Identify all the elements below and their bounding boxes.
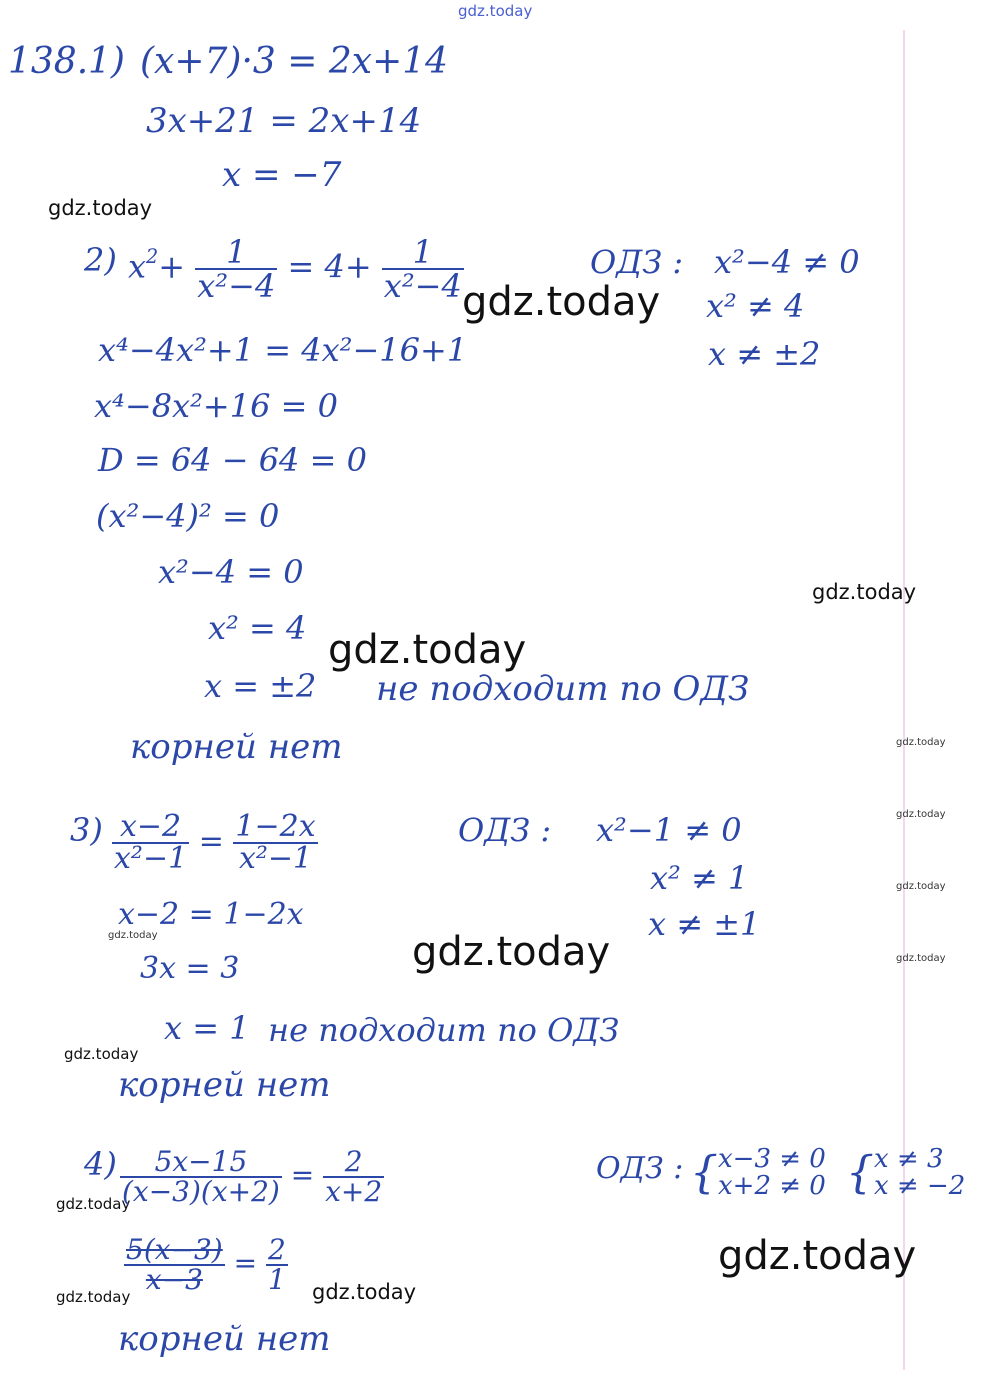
fraction-numerator: 1 bbox=[412, 233, 433, 271]
part3-equation bbox=[112, 809, 318, 876]
part4-equation bbox=[120, 1145, 384, 1208]
part3-fraction-left bbox=[112, 809, 189, 876]
watermark-top: gdz.today bbox=[458, 2, 533, 20]
fraction-numerator: x−2 bbox=[120, 809, 182, 844]
watermark: gdz.today bbox=[896, 809, 946, 820]
part4-odz-system-1 bbox=[690, 1146, 826, 1201]
part2-line4: (x²−4)² = 0 bbox=[96, 497, 280, 535]
watermark: gdz.today bbox=[812, 580, 917, 604]
part3-odz-1: x²−1 ≠ 0 bbox=[596, 811, 742, 849]
watermark: gdz.today bbox=[56, 1288, 131, 1306]
part4-label: 4) bbox=[84, 1145, 117, 1183]
part2-odz-1: x²−4 ≠ 0 bbox=[714, 243, 860, 281]
brace-icon: { bbox=[846, 1147, 874, 1199]
watermark: gdz.today bbox=[462, 279, 661, 325]
part3-label: 3) bbox=[70, 811, 103, 849]
part4-eq: = bbox=[290, 1158, 315, 1192]
fraction-numerator: 5x−15 bbox=[154, 1145, 248, 1178]
fraction-denominator: x−3 bbox=[124, 1264, 225, 1294]
part3-line1: x−2 = 1−2x bbox=[118, 897, 304, 932]
part2-odz-label: ОДЗ : bbox=[590, 243, 684, 281]
part1-label: 1) bbox=[88, 41, 125, 82]
part4-reduced-right bbox=[266, 1233, 288, 1296]
part3-fraction-right bbox=[233, 809, 317, 876]
watermark: gdz.today bbox=[718, 1233, 917, 1279]
part2-equation bbox=[128, 233, 464, 305]
part1-line3: x = −7 bbox=[222, 155, 342, 195]
watermark: gdz.today bbox=[108, 930, 158, 941]
part2-line2: x⁴−8x²+16 = 0 bbox=[94, 387, 338, 425]
part2-odz-3: x ≠ ±2 bbox=[708, 335, 821, 373]
watermark: gdz.today bbox=[896, 953, 946, 964]
part4-odz-label: ОДЗ : bbox=[596, 1151, 684, 1186]
problem-number: 138. bbox=[8, 41, 89, 82]
part2-eq-rhs: = 4+ bbox=[287, 247, 372, 286]
part3-line3: x = 1 bbox=[164, 1009, 250, 1047]
part2-fraction-left bbox=[195, 233, 277, 305]
part2-fraction-right bbox=[382, 233, 464, 305]
part1-line1: (x+7)·3 = 2x+14 bbox=[140, 41, 449, 82]
watermark: gdz.today bbox=[64, 1045, 139, 1063]
part2-plus: + bbox=[158, 247, 186, 286]
fraction-numerator: 5(x−3) bbox=[126, 1233, 223, 1266]
part2-answer: корней нет bbox=[130, 727, 343, 767]
system-line: x+2 ≠ 0 bbox=[718, 1171, 826, 1202]
part4-reduced-left bbox=[124, 1233, 225, 1296]
system-lines bbox=[874, 1146, 965, 1201]
watermark: gdz.today bbox=[896, 737, 946, 748]
part2-lhs-exp: 2 bbox=[146, 245, 159, 269]
part2-odz-2: x² ≠ 4 bbox=[706, 287, 805, 325]
fraction-numerator: 2 bbox=[268, 1233, 286, 1266]
fraction-numerator: 2 bbox=[344, 1145, 363, 1178]
watermark: gdz.today bbox=[896, 881, 946, 892]
watermark: gdz.today bbox=[312, 1280, 417, 1304]
fraction-numerator: 1−2x bbox=[235, 809, 316, 844]
part2-line7: x = ±2 bbox=[204, 667, 317, 705]
part3-line2: 3x = 3 bbox=[140, 951, 240, 986]
fraction-numerator: 1 bbox=[226, 233, 247, 271]
part4-reduced bbox=[124, 1233, 288, 1296]
watermark: gdz.today bbox=[412, 929, 611, 975]
part1-line2: 3x+21 = 2x+14 bbox=[146, 101, 422, 141]
fraction-denominator: x+2 bbox=[325, 1175, 383, 1208]
part2-note: не подходит по ОДЗ bbox=[376, 669, 750, 709]
brace-icon: { bbox=[690, 1147, 718, 1199]
fraction-denominator: x²−4 bbox=[197, 267, 276, 305]
part3-eq: = bbox=[198, 824, 224, 859]
part3-odz-2: x² ≠ 1 bbox=[650, 859, 749, 897]
part2-line1: x⁴−4x²+1 = 4x²−16+1 bbox=[98, 331, 468, 369]
fraction-denominator: x²−1 bbox=[114, 841, 188, 876]
part2-line3: D = 64 − 64 = 0 bbox=[98, 441, 367, 479]
part2-line6: x² = 4 bbox=[208, 609, 307, 647]
part4-fraction-right bbox=[323, 1145, 384, 1208]
part2-line5: x²−4 = 0 bbox=[158, 553, 304, 591]
system-line: x ≠ −2 bbox=[874, 1171, 966, 1202]
part3-answer: корней нет bbox=[118, 1065, 331, 1105]
fraction-denominator: 1 bbox=[268, 1263, 286, 1296]
fraction-denominator: (x−3)(x+2) bbox=[122, 1175, 280, 1208]
part4-fraction-left bbox=[120, 1145, 282, 1208]
fraction-denominator: x²−1 bbox=[233, 842, 317, 874]
watermark: gdz.today bbox=[56, 1195, 131, 1213]
fraction-denominator: x²−4 bbox=[383, 267, 462, 305]
system-lines bbox=[718, 1146, 826, 1201]
system-line: x−3 ≠ 0 bbox=[718, 1144, 826, 1174]
part2-lhs-base: x bbox=[128, 247, 147, 286]
part4-answer: корней нет bbox=[118, 1319, 331, 1359]
part3-odz-label: ОДЗ : bbox=[458, 811, 552, 849]
watermark: gdz.today bbox=[328, 627, 527, 673]
part4-odz-system-2 bbox=[846, 1146, 965, 1201]
part2-label: 2) bbox=[84, 241, 117, 279]
watermark: gdz.today bbox=[48, 196, 153, 220]
system-line: x ≠ 3 bbox=[874, 1144, 944, 1174]
part3-odz-3: x ≠ ±1 bbox=[648, 905, 761, 943]
part4-reduced-eq: = bbox=[233, 1246, 258, 1280]
part3-note: не подходит по ОДЗ bbox=[268, 1011, 620, 1049]
